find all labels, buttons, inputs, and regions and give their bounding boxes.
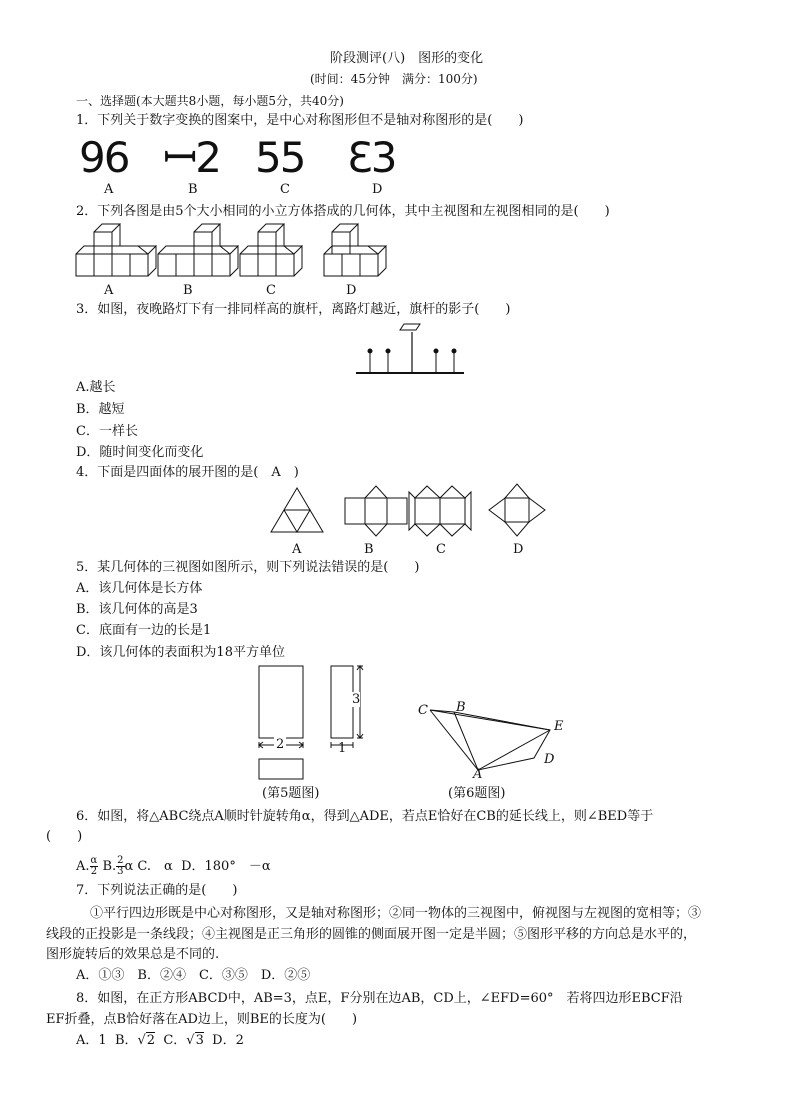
q6-point-c: C — [418, 703, 428, 718]
q8-stem-line1: 8．如图，在正方形ABCD中，AB=3，点E，F分别在边AB，CD上，∠EFD=60° 若将四边形EBCF沿 — [76, 991, 683, 1006]
q8-options: A．1 B．√2 C．√3 D．2 — [76, 1033, 244, 1048]
q3-streetlight-figure — [350, 318, 470, 378]
q8-stem-line2: EF折叠，点B恰好落在AD边上，则BE的长度为( ) — [46, 1012, 358, 1027]
q2-label-c: C — [266, 283, 276, 298]
q4-label-d: D — [513, 542, 524, 557]
q1-glyph-d: Ɛ3 — [347, 133, 396, 182]
q6-point-e: E — [554, 719, 564, 734]
q2-label-d: D — [346, 283, 357, 298]
q8-option-b-label: B． — [114, 1033, 138, 1048]
q5-stem: 5．某几何体的三视图如图所示，则下列说法错误的是( ) — [76, 560, 420, 575]
q5-option-c: C．底面有一边的长是1 — [76, 623, 212, 638]
q2-label-a: A — [104, 283, 114, 298]
q4-label-a: A — [292, 542, 302, 557]
q6-option-b-numerator: 2 — [117, 855, 124, 866]
q5-side-view — [331, 666, 353, 738]
q4-net-b — [345, 486, 407, 536]
q6-option-c: C. α — [137, 859, 173, 874]
q2-figure-b — [158, 224, 238, 276]
q1-label-d: D — [372, 182, 383, 197]
q7-options: A．①③ B．②④ C．③⑤ D．②⑤ — [76, 968, 311, 983]
q4-nets-figure — [265, 482, 555, 540]
q8-option-d: D．2 — [212, 1033, 244, 1048]
q6-stem-line1: 6．如图，将△ABC绕点A顺时针旋转角α，得到△ADE，若点E恰好在CB的延长线上，则∠BED等于 — [76, 809, 654, 824]
q5-option-a: A．该几何体是长方体 — [76, 581, 203, 596]
q5-three-views-figure — [250, 660, 380, 785]
q1-glyph-c: 55 — [255, 133, 305, 182]
q4-net-c — [409, 486, 471, 536]
q5-front-view — [259, 666, 303, 738]
q5-caption: (第5题图) — [262, 786, 320, 801]
q1-glyph-b: ꟷ2 — [163, 133, 220, 182]
q1-label-b: B — [188, 182, 198, 197]
q6-option-a-label: A. — [76, 859, 90, 874]
q4-label-b: B — [364, 542, 374, 557]
q6-option-b-denominator: 3 — [117, 866, 124, 877]
q1-label-c: C — [280, 182, 290, 197]
q7-statement-line1: ①平行四边形既是中心对称图形，又是轴对称图形；②同一物体的三视图中，俯视图与左视图的宽相等；③ — [90, 906, 702, 921]
q6-option-a-fraction — [90, 856, 99, 877]
q6-option-b-alpha: α — [124, 859, 134, 874]
q5-dim-width: 2 — [276, 737, 285, 752]
q4-stem: 4．下面是四面体的展开图的是( A ) — [76, 465, 299, 480]
q6-point-d: D — [544, 752, 555, 767]
q2-figure-c — [240, 224, 302, 276]
q1-label-a: A — [104, 182, 114, 197]
q5-dim-depth: 1 — [338, 741, 347, 756]
q3-option-c: C．一样长 — [76, 424, 138, 439]
q2-cube-figures — [70, 222, 400, 282]
page-title: 阶段测评(八) 图形的变化 — [330, 51, 484, 66]
q3-option-b: B．越短 — [76, 402, 125, 417]
q7-statement-line3: 图形旋转后的效果总是不同的. — [46, 947, 220, 962]
q6-option-d: D．180° －α — [181, 859, 271, 874]
q6-point-a: A — [473, 767, 483, 782]
q7-statement-line2: 线段的正投影是一条线段；④主视图是正三角形的圆锥的侧面展开图一定是半圆；⑤图形平移的方向总是水平的， — [46, 927, 697, 942]
q2-figure-a — [76, 224, 156, 276]
q6-option-a-denominator: 2 — [90, 866, 98, 877]
q5-option-d: D．该几何体的表面积为18平方单位 — [76, 645, 285, 660]
q7-stem: 7．下列说法正确的是( ) — [76, 883, 238, 898]
q3-stem: 3．如图，夜晚路灯下有一排同样高的旗杆，离路灯越近，旗杆的影子( ) — [76, 302, 511, 317]
q2-stem: 2．下列各图是由5个大小相同的小立方体搭成的几何体，其中主视图和左视图相同的是( ) — [76, 204, 610, 219]
q1-stem: 1．下列关于数字变换的图案中，是中心对称图形但不是轴对称图形的是( ) — [76, 113, 524, 128]
q4-net-a — [271, 488, 323, 532]
q8-option-c-radicand: 3 — [195, 1033, 204, 1048]
q2-label-b: B — [183, 283, 193, 298]
q5-option-b: B．该几何体的高是3 — [76, 602, 198, 617]
section-heading: 一、选择题(本大题共8小题，每小题5分，共40分) — [76, 94, 344, 108]
q6-stem-line2: ( ) — [46, 829, 83, 844]
page-subtitle: (时间：45分钟 满分：100分) — [310, 72, 478, 86]
q8-option-c-label: C． — [163, 1033, 187, 1048]
q6-option-b-label: B. — [102, 859, 117, 874]
q2-figure-d — [324, 224, 386, 276]
q6-options — [76, 856, 271, 877]
q6-point-b: B — [456, 700, 466, 715]
q4-net-d — [489, 484, 545, 536]
q5-top-view — [259, 759, 303, 779]
q6-caption: (第6题图) — [448, 786, 506, 801]
q6-option-b-fraction — [116, 856, 124, 877]
q6-option-a-numerator: α — [90, 855, 98, 866]
q5-dim-height: 3 — [352, 692, 361, 707]
q6-rotation-figure — [410, 700, 570, 790]
q8-option-b-radicand: 2 — [146, 1033, 156, 1048]
q4-label-c: C — [436, 542, 446, 557]
q1-glyph-a: 96 — [79, 133, 129, 182]
q3-option-a: A.越长 — [76, 380, 116, 395]
q8-option-a: A．1 — [76, 1033, 107, 1048]
q3-option-d: D．随时间变化而变化 — [76, 445, 204, 460]
